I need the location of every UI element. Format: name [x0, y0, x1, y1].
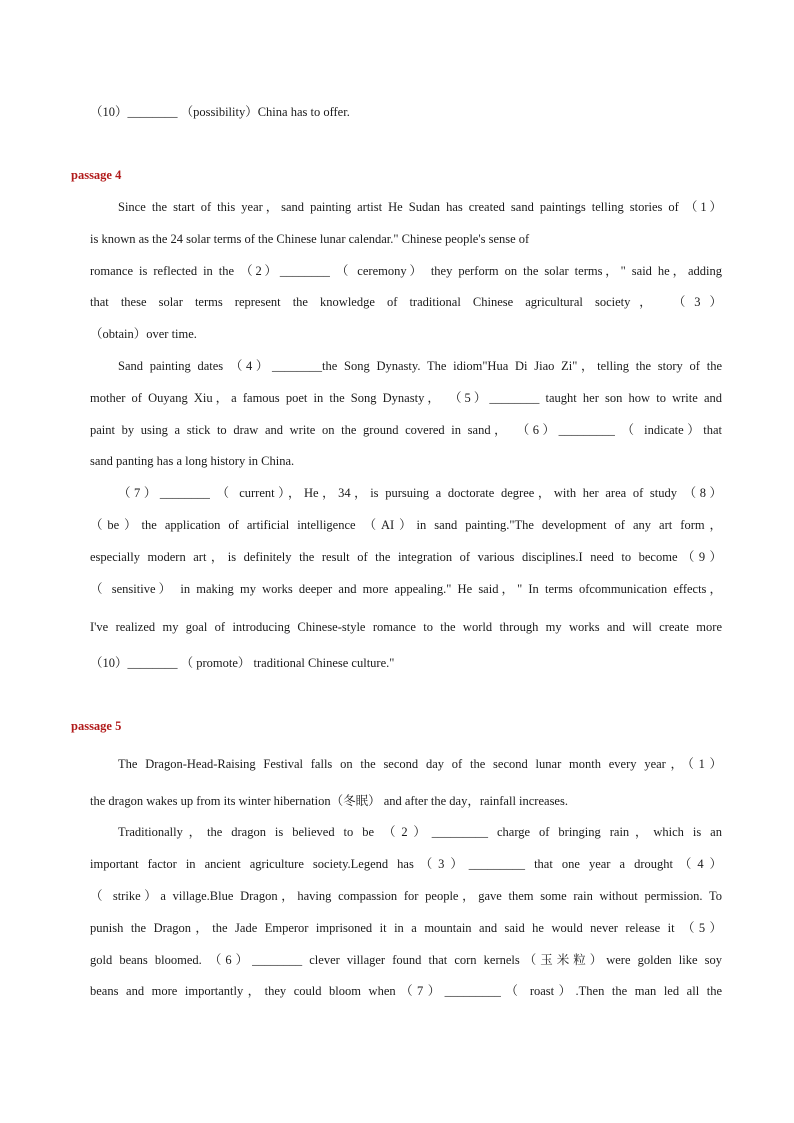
passage-5-line: Traditionally，the dragon is believed to be （2）_________ charge of bringing rain，which is an	[118, 825, 722, 839]
passage-4-line: especially modern art，is definitely the result of the integration of various disciplines.I need to become（9）	[90, 550, 722, 564]
passage-4-line: Sand painting dates （4）________the Song Dynasty. The idiom"Hua Di Jiao Zi"，telling the story of the	[118, 359, 722, 373]
passage-4-line: （obtain）over time.	[90, 327, 197, 341]
passage-4-line: mother of Ouyang Xiu，a famous poet in the Song Dynasty， （5）________ taught her son how to write and	[90, 391, 722, 405]
passage-4-heading: passage 4	[71, 168, 122, 182]
passage-4-line: that these solar terms represent the knowledge of traditional Chinese agricultural society， （3）	[90, 295, 722, 309]
passage-4-line: （be）the application of artificial intelligence （AI）in sand painting."The development of any art form，	[90, 518, 722, 532]
passage-5-line: （ strike）a village.Blue Dragon，having compassion for people，gave them some rain without permission. To	[90, 889, 722, 903]
passage-4-line: is known as the 24 solar terms of the Chinese lunar calendar." Chinese people's sense of	[90, 232, 530, 246]
passage-5-line: gold beans bloomed. （6）________ clever villager found that corn kernels（玉米粒）were golden like soy	[90, 953, 722, 967]
passage-5-line: The Dragon-Head-Raising Festival falls on the second day of the second lunar month every year，（1）	[118, 757, 722, 771]
passage-4-line: （7）________ （ current），He，34，is pursuing a doctorate degree，with her area of study （8）	[118, 486, 722, 500]
passage-4-line: sand panting has a long history in China.	[90, 454, 295, 468]
passage-5-line: important factor in ancient agriculture society.Legend has（3）_________ that one year a drought（4）	[90, 857, 722, 871]
passage-5-line: punish the Dragon，the Jade Emperor imprisoned it in a mountain and said he would never release it （5）	[90, 921, 722, 935]
continued-line: （10）________ （possibility）China has to offer.	[90, 105, 350, 119]
passage-4-line: romance is reflected in the （2）________ （ ceremony） they perform on the solar terms，" said he，adding	[90, 264, 722, 278]
passage-4-line: Since the start of this year，sand painting artist He Sudan has created sand paintings telling stories of （1）	[118, 200, 722, 214]
passage-5-line: beans and more importantly，they could bloom when（7）_________（ roast）.Then the man led all the	[90, 984, 722, 998]
passage-5-heading: passage 5	[71, 719, 122, 733]
passage-4-line: （ sensitive） in making my works deeper and more appealing." He said，" In terms ofcommunication effects，	[90, 582, 722, 596]
passage-5-line: the dragon wakes up from its winter hibernation（冬眠） and after the day，rainfall increases.	[90, 794, 568, 808]
passage-4-line: （10）________ （ promote） traditional Chinese culture."	[90, 656, 395, 670]
passage-4-line: paint by using a stick to draw and write on the ground covered in sand， （6）_________ （ indicate）that	[90, 423, 722, 437]
passage-4-line: I've realized my goal of introducing Chinese-style romance to the world through my works and will create more	[90, 620, 722, 634]
